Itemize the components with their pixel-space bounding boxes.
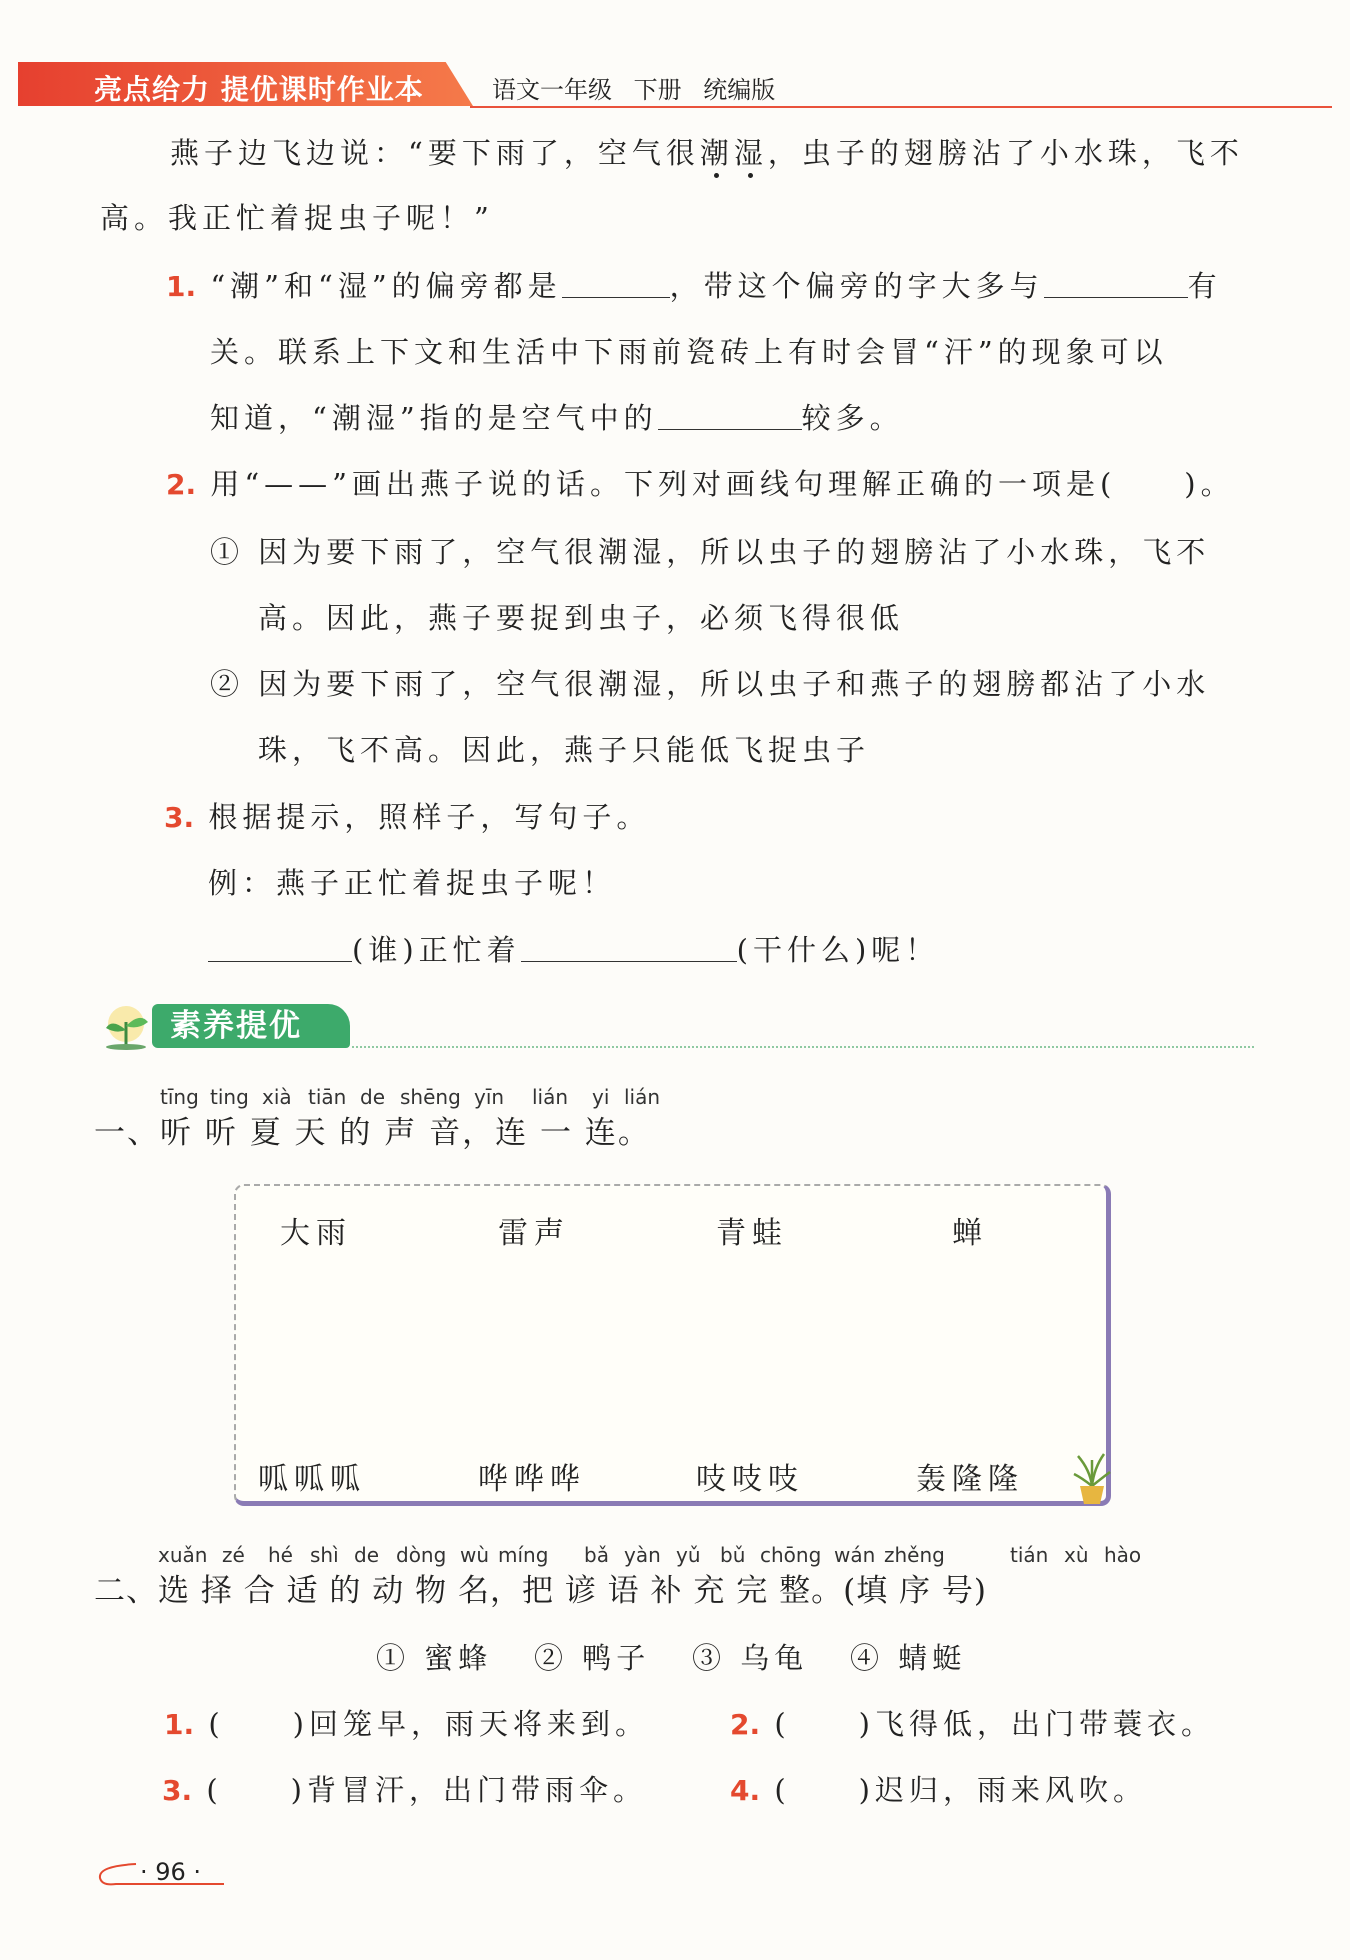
section-divider xyxy=(352,1046,1254,1048)
animal-option-3: ③ 乌龟 xyxy=(692,1641,809,1675)
answer-blank[interactable] xyxy=(1044,273,1188,298)
page-number: · 96 · xyxy=(140,1858,202,1886)
potted-plant-icon xyxy=(1070,1450,1114,1506)
match-bottom-1[interactable]: 呱呱呱 xyxy=(258,1462,366,1497)
match-top-4[interactable]: 蝉 xyxy=(952,1216,988,1251)
match-top-1[interactable]: 大雨 xyxy=(280,1216,352,1251)
proverb-4[interactable]: 4. ( )迟归，雨来风吹。 xyxy=(730,1773,1147,1807)
proverb-2[interactable]: 2. ( )飞得低，出门带蓑衣。 xyxy=(730,1707,1215,1741)
section-title: 素养提优 xyxy=(152,1004,350,1048)
part-2-title: 二、选 择 合 适 的 动 物 名，把 谚 语 补 充 完 整。(填 序 号) xyxy=(94,1573,987,1609)
emphasis-char: 湿 xyxy=(733,136,768,170)
book-brand: 亮点给力 提优课时作业本 xyxy=(94,73,424,106)
question-3-example: 例：燕子正忙着捉虫子呢！ xyxy=(208,866,617,900)
match-bottom-3[interactable]: 吱吱吱 xyxy=(696,1462,804,1497)
question-2-line-1: 2. 用“——”画出燕子说的话。下列对画线句理解正确的一项是( )。 xyxy=(166,467,1235,501)
match-top-2[interactable]: 雷声 xyxy=(498,1216,570,1251)
match-bottom-2[interactable]: 哗哗哗 xyxy=(478,1462,586,1497)
question-1-line-1: 1. “潮”和“湿”的偏旁都是 ，带这个偏旁的字大多与 有 xyxy=(166,269,1222,303)
animal-option-1: ① 蜜蜂 xyxy=(376,1641,493,1675)
question-2-option-1-cont: 高。因此，燕子要捉到虫子，必须飞得很低 xyxy=(258,601,905,635)
animal-option-2: ② 鸭子 xyxy=(534,1641,651,1675)
proverb-1[interactable]: 1. ( )回笼早，雨天将来到。 xyxy=(164,1707,649,1741)
part-1-title: 一、听 听 夏 天 的 声 音，连 一 连。 xyxy=(94,1115,651,1151)
match-bottom-4[interactable]: 轰隆隆 xyxy=(916,1462,1024,1497)
proverb-3[interactable]: 3. ( )背冒汗，出门带雨伞。 xyxy=(162,1773,647,1807)
answer-blank[interactable] xyxy=(658,405,802,430)
question-3-line-1: 3. 根据提示，照样子，写句子。 xyxy=(164,800,651,834)
emphasis-char: 潮 xyxy=(699,136,734,170)
answer-blank-who[interactable] xyxy=(208,937,352,962)
question-1-line-3: 知道，“潮湿”指的是空气中的 较多。 xyxy=(210,401,904,435)
answer-blank-what[interactable] xyxy=(521,937,737,962)
animal-option-4: ④ 蜻蜓 xyxy=(850,1641,967,1675)
passage-line-2: 高。我正忙着捉虫子呢！” xyxy=(100,201,494,235)
match-top-3[interactable]: 青蛙 xyxy=(716,1216,788,1251)
question-2-option-2[interactable]: ② 因为要下雨了，空气很潮湿，所以虫子和燕子的翅膀都沾了小水 xyxy=(210,667,1211,701)
answer-blank[interactable] xyxy=(562,273,670,298)
question-1-line-2: 关。联系上下文和生活中下雨前瓷砖上有时会冒“汗”的现象可以 xyxy=(210,335,1168,369)
question-2-option-1[interactable]: ① 因为要下雨了，空气很潮湿，所以虫子的翅膀沾了小水珠，飞不 xyxy=(210,535,1211,569)
header-rule xyxy=(470,106,1332,108)
question-2-option-2-cont: 珠，飞不高。因此，燕子只能低飞捉虫子 xyxy=(258,733,871,767)
sprout-icon xyxy=(96,1000,160,1052)
book-subtitle: 语文一年级 下册 统编版 xyxy=(492,76,776,104)
question-3-fill: (谁)正忙着 (干什么)呢！ xyxy=(208,936,939,965)
passage-line-1: 燕子边飞边说：“要下雨了，空气很潮湿，虫子的翅膀沾了小水珠，飞不 xyxy=(170,136,1244,170)
